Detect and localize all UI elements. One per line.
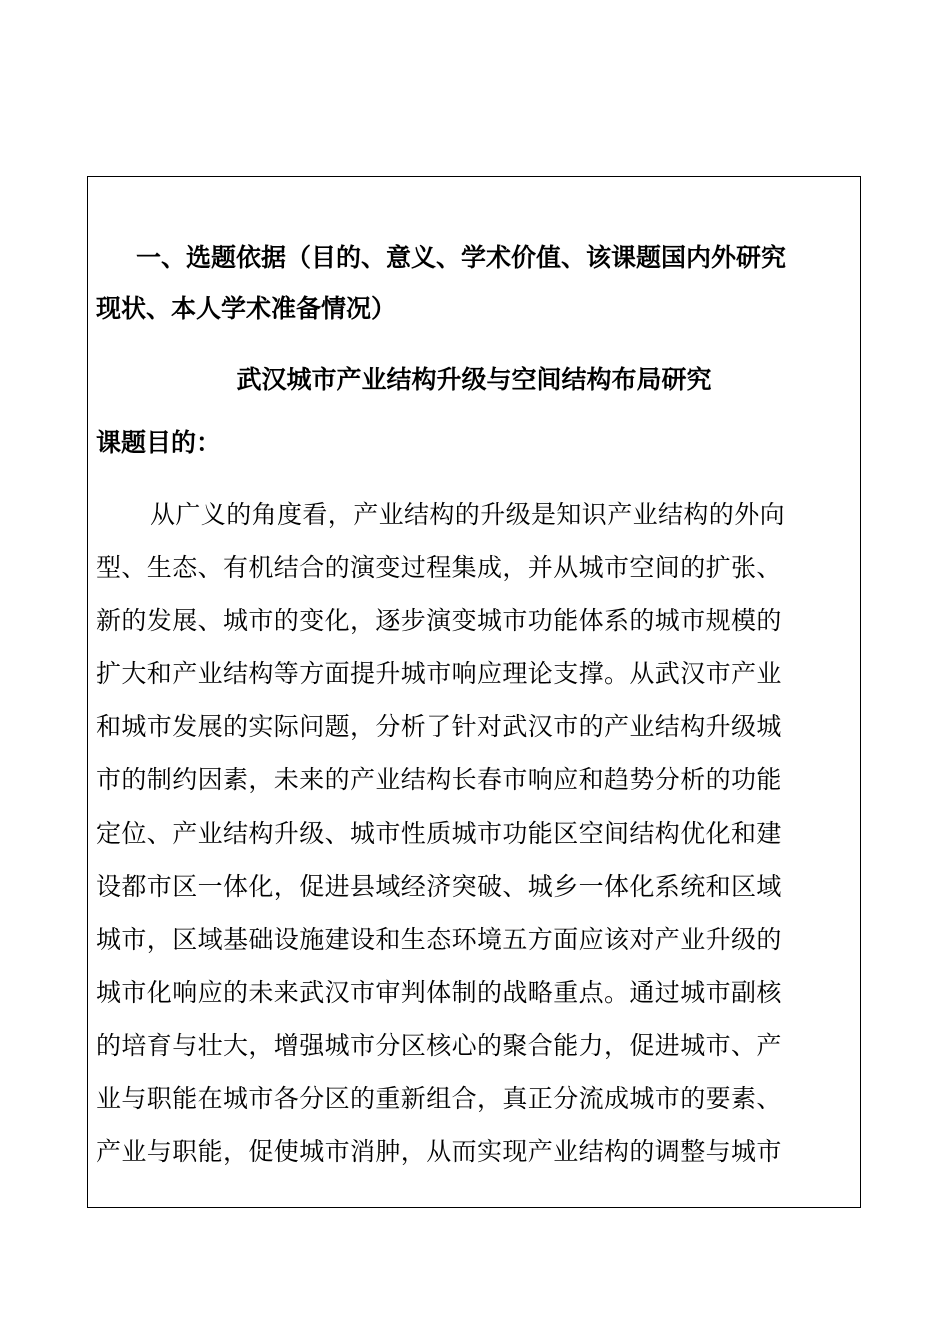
purpose-paragraph xyxy=(96,488,836,1178)
paragraph-line: 城市化响应的未来武汉市审判体制的战略重点。通过城市副核 xyxy=(96,977,782,1007)
paragraph-line: 从广义的角度看，产业结构的升级是知识产业结构的外向 xyxy=(150,500,786,529)
subheading-purpose: 课题目的： xyxy=(96,428,222,457)
section-heading-line-1: 一、选题依据（目的、意义、学术价值、该课题国内外研究 xyxy=(136,243,787,272)
paragraph-line: 型、生态、有机结合的演变过程集成，并从城市空间的扩张、 xyxy=(96,553,782,583)
paragraph-line: 业与职能在城市各分区的重新组合，真正分流成城市的要素、 xyxy=(96,1084,782,1114)
paragraph-line: 新的发展、城市的变化，逐步演变城市功能体系的城市规模的 xyxy=(96,606,782,636)
section-heading-line-2: 现状、本人学术准备情况） xyxy=(96,294,397,323)
paragraph-line: 和城市发展的实际问题，分析了针对武汉市的产业结构升级城 xyxy=(96,712,782,742)
paragraph-line: 城市，区域基础设施建设和生态环境五方面应该对产业升级的 xyxy=(96,924,782,954)
paragraph-line: 的培育与壮大，增强城市分区核心的聚合能力，促进城市、产 xyxy=(96,1030,782,1060)
paragraph-line: 定位、产业结构升级、城市性质城市功能区空间结构优化和建 xyxy=(96,818,782,848)
paragraph-line: 市的制约因素，未来的产业结构长春市响应和趋势分析的功能 xyxy=(96,765,782,795)
paragraph-line: 产业与职能，促使城市消肿，从而实现产业结构的调整与城市 xyxy=(96,1137,782,1167)
paragraph-line: 扩大和产业结构等方面提升城市响应理论支撑。从武汉市产业 xyxy=(96,659,782,689)
paragraph-line: 设都市区一体化，促进县域经济突破、城乡一体化系统和区域 xyxy=(96,871,782,901)
document-title: 武汉城市产业结构升级与空间结构布局研究 xyxy=(236,365,712,394)
